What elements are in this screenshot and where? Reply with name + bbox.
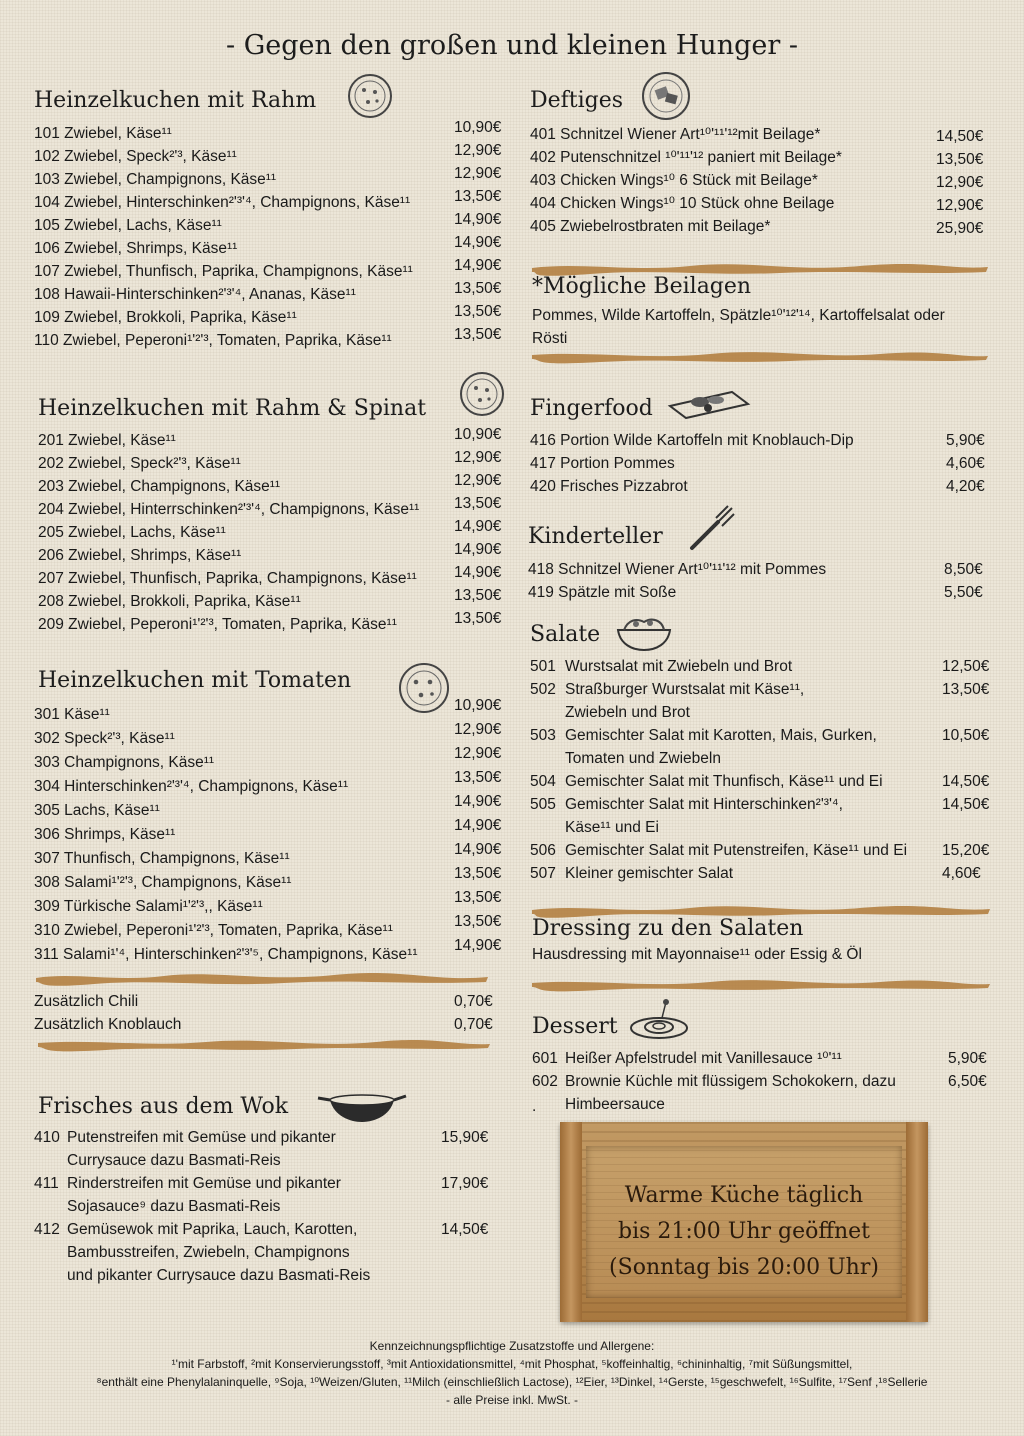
menu-item-number: 504 xyxy=(530,773,556,790)
menu-item-price: 13,50€ xyxy=(454,865,502,882)
menu-item-price: 14,90€ xyxy=(454,518,502,535)
menu-item-price: 12,90€ xyxy=(454,472,502,489)
menu-item-number: 501 xyxy=(530,658,556,675)
menu-item-price: 13,50€ xyxy=(454,495,502,512)
menu-item-text: Tomaten und Zwiebeln xyxy=(565,750,721,767)
menu-item: 405 Zwiebelrostbraten mit Beilage* xyxy=(530,218,771,235)
section-title-tomaten: Heinzelkuchen mit Tomaten xyxy=(38,668,352,693)
menu-item-text: Zwiebeln und Brot xyxy=(565,704,690,721)
menu-item-text: Bambusstreifen, Zwiebeln, Champignons xyxy=(67,1244,350,1261)
menu-item: 108 Hawaii-Hinterschinken²'³'⁴, Ananas, Käse¹¹ xyxy=(34,286,356,303)
menu-item-price: 12,90€ xyxy=(936,197,984,214)
menu-item-text: Currysauce dazu Basmati-Reis xyxy=(67,1152,281,1169)
menu-item-price: 13,50€ xyxy=(454,889,502,906)
price-note: - alle Preise inkl. MwSt. - xyxy=(445,1393,579,1407)
menu-item-price: 13,50€ xyxy=(454,610,502,627)
opening-hours-line-1: Warme Küche täglich xyxy=(624,1183,864,1208)
menu-item-text: Gemischter Salat mit Putenstreifen, Käse¹¹ und Ei xyxy=(565,842,908,859)
board-post-right xyxy=(906,1122,928,1322)
menu-item-price: 10,90€ xyxy=(454,119,502,136)
menu-item-price: 14,50€ xyxy=(942,773,990,790)
allergen-line-1: ¹'mit Farbstoff, ²mit Konservierungsstoff, ³mit Antioxidationsmittel, ⁴mit Phosphat, ⁵koffeinhaltig, ⁶chininhaltig, ⁷mit Süßungsmittel, xyxy=(171,1357,853,1371)
menu-item: 302 Speck²'³, Käse¹¹ xyxy=(34,730,175,747)
menu-item: 306 Shrimps, Käse¹¹ xyxy=(34,826,176,843)
menu-item-price: 14,90€ xyxy=(454,564,502,581)
menu-item-price: 10,50€ xyxy=(942,727,990,744)
menu-item-price: 4,60€ xyxy=(942,865,981,882)
menu-item-price: 13,50€ xyxy=(454,326,502,343)
appetizer-icon xyxy=(666,380,752,422)
menu-item: 301 Käse¹¹ xyxy=(34,706,110,723)
menu-item-text: und pikanter Currysauce dazu Basmati-Reis xyxy=(67,1267,371,1284)
menu-item-price: 10,90€ xyxy=(454,697,502,714)
menu-item-number: 411 xyxy=(34,1175,59,1192)
menu-item-price: 14,90€ xyxy=(454,541,502,558)
menu-item-text: Putenstreifen mit Gemüse und pikanter xyxy=(67,1129,336,1146)
menu-item-number: 412 xyxy=(34,1221,60,1238)
menu-item-price: 25,90€ xyxy=(936,220,984,237)
menu-item-price: 14,50€ xyxy=(441,1221,489,1238)
menu-item: 206 Zwiebel, Shrimps, Käse¹¹ xyxy=(38,547,242,564)
menu-item-price: 14,90€ xyxy=(454,211,502,228)
menu-item-price: 13,50€ xyxy=(936,151,984,168)
menu-item: 308 Salami¹'²'³, Champignons, Käse¹¹ xyxy=(34,874,292,891)
menu-item-price: 5,90€ xyxy=(946,432,985,449)
extra-chili: Zusätzlich Chili xyxy=(34,993,139,1010)
menu-item: 106 Zwiebel, Shrimps, Käse¹¹ xyxy=(34,240,238,257)
menu-item-price: 4,60€ xyxy=(946,455,985,472)
section-title-salate: Salate xyxy=(530,622,601,647)
menu-item: 420 Frisches Pizzabrot xyxy=(530,478,688,495)
menu-item: 309 Türkische Salami¹'²'³,, Käse¹¹ xyxy=(34,898,263,915)
pizza-icon xyxy=(396,660,452,716)
menu-item-price: 15,90€ xyxy=(441,1129,489,1146)
menu-item-number: 502 xyxy=(530,681,556,698)
menu-item-number: 503 xyxy=(530,727,556,744)
menu-item-number: 601 xyxy=(532,1050,558,1067)
menu-item: 103 Zwiebel, Champignons, Käse¹¹ xyxy=(34,171,277,188)
menu-item: 311 Salami¹'⁴, Hinterschinken²'³'⁵, Champignons, Käse¹¹ xyxy=(34,946,418,963)
menu-item-price: 5,90€ xyxy=(948,1050,987,1067)
menu-item-price: 12,90€ xyxy=(454,165,502,182)
menu-item-price: 12,90€ xyxy=(454,745,502,762)
menu-item: 310 Zwiebel, Peperoni¹'²'³, Tomaten, Paprika, Käse¹¹ xyxy=(34,922,393,939)
brush-divider xyxy=(530,260,990,274)
menu-item: 101 Zwiebel, Käse¹¹ xyxy=(34,125,172,142)
menu-item-price: 13,50€ xyxy=(454,587,502,604)
section-title-kinder: Kinderteller xyxy=(528,524,663,549)
menu-item-price: 12,90€ xyxy=(454,721,502,738)
menu-item-price: 8,50€ xyxy=(944,561,983,578)
menu-item-text: Rinderstreifen mit Gemüse und pikanter xyxy=(67,1175,341,1192)
board-panel xyxy=(586,1146,902,1298)
menu-item-price: 13,50€ xyxy=(454,769,502,786)
menu-item-price: 13,50€ xyxy=(454,913,502,930)
menu-item-text: Gemüsewok mit Paprika, Lauch, Karotten, xyxy=(67,1221,358,1238)
section-title-fingerfood: Fingerfood xyxy=(530,396,653,421)
menu-item-price: 13,50€ xyxy=(454,303,502,320)
brush-divider xyxy=(530,902,992,916)
menu-item-text: Käse¹¹ und Ei xyxy=(565,819,659,836)
allergen-line-2: ⁸enthält eine Phenylalaninquelle, ⁹Soja, ¹⁰Weizen/Gluten, ¹¹Milch (einschließlich Lactose), ¹²Eier, ¹³Dinkel, ¹⁴Gerste, ¹⁵geschwefelt, ¹⁶Sulfite, ¹⁷Senf ,¹⁸Sellerie xyxy=(96,1375,928,1389)
menu-item-text: Gemischter Salat mit Thunfisch, Käse¹¹ und Ei xyxy=(565,773,883,790)
wok-icon xyxy=(316,1086,408,1126)
menu-item: 110 Zwiebel, Peperoni¹'²'³, Tomaten, Paprika, Käse¹¹ xyxy=(34,332,392,349)
menu-item-price: 10,90€ xyxy=(454,426,502,443)
menu-item-price: 14,50€ xyxy=(942,796,990,813)
brush-divider xyxy=(530,976,992,990)
menu-item: 201 Zwiebel, Käse¹¹ xyxy=(38,432,176,449)
menu-item: 303 Champignons, Käse¹¹ xyxy=(34,754,215,771)
section-title-spinat: Heinzelkuchen mit Rahm & Spinat xyxy=(38,396,427,421)
menu-item-price: 14,50€ xyxy=(936,128,984,145)
menu-item: 107 Zwiebel, Thunfisch, Paprika, Champignons, Käse¹¹ xyxy=(34,263,413,280)
opening-hours-line-3: (Sonntag bis 20:00 Uhr) xyxy=(609,1255,879,1280)
menu-item-price: 14,90€ xyxy=(454,841,502,858)
menu-item: 401 Schnitzel Wiener Art¹⁰'¹¹'¹²mit Beilage* xyxy=(530,126,821,143)
brush-divider xyxy=(36,1036,492,1050)
plate-icon xyxy=(640,70,692,122)
menu-item: 307 Thunfisch, Champignons, Käse¹¹ xyxy=(34,850,290,867)
menu-item-price: 13,50€ xyxy=(454,280,502,297)
section-title-beilagen: *Mögliche Beilagen xyxy=(532,274,752,299)
menu-item-text: Gemischter Salat mit Hinterschinken²'³'⁴, xyxy=(565,796,843,813)
allergen-heading: Kennzeichnungspflichtige Zusatzstoffe und Allergene: xyxy=(369,1339,655,1353)
menu-item: 203 Zwiebel, Champignons, Käse¹¹ xyxy=(38,478,281,495)
extra-knoblauch-price: 0,70€ xyxy=(454,1016,493,1033)
menu-item-number: 507 xyxy=(530,865,556,882)
menu-item-price: 12,90€ xyxy=(454,449,502,466)
menu-item: 416 Portion Wilde Kartoffeln mit Knoblauch-Dip xyxy=(530,432,854,449)
menu-item: 402 Putenschnitzel ¹⁰'¹¹'¹² paniert mit Beilage* xyxy=(530,149,842,166)
menu-item-price: 12,90€ xyxy=(936,174,984,191)
menu-item-text: Brownie Küchle mit flüssigem Schokokern, dazu xyxy=(565,1073,896,1090)
opening-hours-board xyxy=(560,1122,928,1322)
menu-item-price: 14,90€ xyxy=(454,793,502,810)
menu-item-price: 14,90€ xyxy=(454,817,502,834)
menu-item: 304 Hinterschinken²'³'⁴, Champignons, Käse¹¹ xyxy=(34,778,349,795)
menu-item-price: 12,90€ xyxy=(454,142,502,159)
menu-item: 202 Zwiebel, Speck²'³, Käse¹¹ xyxy=(38,455,241,472)
menu-item: 102 Zwiebel, Speck²'³, Käse¹¹ xyxy=(34,148,237,165)
menu-item-price: 17,90€ xyxy=(441,1175,489,1192)
menu-item: 208 Zwiebel, Brokkoli, Paprika, Käse¹¹ xyxy=(38,593,301,610)
pizza-icon xyxy=(346,72,394,120)
menu-item-text: Sojasauce⁹ dazu Basmati-Reis xyxy=(67,1198,281,1215)
section-title-dressing: Dressing zu den Salaten xyxy=(532,916,804,941)
dressing-text: Hausdressing mit Mayonnaise¹¹ oder Essig & Öl xyxy=(532,946,862,963)
brush-divider xyxy=(530,348,990,362)
section-title-dessert: Dessert xyxy=(532,1014,618,1039)
pizza-icon xyxy=(458,370,506,418)
menu-item-number: 505 xyxy=(530,796,556,813)
beilagen-line-1: Pommes, Wilde Kartoffeln, Spätzle¹⁰'¹²'¹⁴, Kartoffelsalat oder xyxy=(532,307,945,324)
menu-item-price: 13,50€ xyxy=(454,188,502,205)
menu-item-text: Gemischter Salat mit Karotten, Mais, Gurken, xyxy=(565,727,877,744)
dessert-icon xyxy=(626,996,692,1042)
brush-divider xyxy=(34,970,490,984)
page-title: - Gegen den großen und kleinen Hunger - xyxy=(226,30,798,61)
section-title-rahm: Heinzelkuchen mit Rahm xyxy=(34,88,317,113)
menu-item-price: 14,90€ xyxy=(454,257,502,274)
menu-item-price: 14,90€ xyxy=(454,234,502,251)
menu-item-number: 410 xyxy=(34,1129,60,1146)
extra-chili-price: 0,70€ xyxy=(454,993,493,1010)
menu-item-number: 602 xyxy=(532,1073,558,1090)
menu-item-price: 15,20€ xyxy=(942,842,990,859)
menu-item-price: 12,50€ xyxy=(942,658,990,675)
menu-item: 305 Lachs, Käse¹¹ xyxy=(34,802,160,819)
stray-mark: . xyxy=(532,1098,537,1115)
fork-icon xyxy=(686,502,738,554)
menu-item: 207 Zwiebel, Thunfisch, Paprika, Champignons, Käse¹¹ xyxy=(38,570,417,587)
opening-hours-text xyxy=(586,1178,902,1286)
menu-item: 104 Zwiebel, Hinterschinken²'³'⁴, Champignons, Käse¹¹ xyxy=(34,194,411,211)
menu-item-price: 13,50€ xyxy=(942,681,990,698)
menu-item-price: 4,20€ xyxy=(946,478,985,495)
beilagen-line-2: Rösti xyxy=(532,330,568,347)
menu-item: 417 Portion Pommes xyxy=(530,455,675,472)
menu-item: 205 Zwiebel, Lachs, Käse¹¹ xyxy=(38,524,226,541)
extra-knoblauch: Zusätzlich Knoblauch xyxy=(34,1016,182,1033)
menu-item: 204 Zwiebel, Hinterrschinken²'³'⁴, Champignons, Käse¹¹ xyxy=(38,501,420,518)
menu-item: 209 Zwiebel, Peperoni¹'²'³, Tomaten, Paprika, Käse¹¹ xyxy=(38,616,397,633)
menu-item-price: 14,90€ xyxy=(454,937,502,954)
menu-item-text: Himbeersauce xyxy=(565,1096,665,1113)
menu-item-text: Kleiner gemischter Salat xyxy=(565,865,733,882)
opening-hours-line-2: bis 21:00 Uhr geöffnet xyxy=(617,1219,871,1244)
section-title-deftiges: Deftiges xyxy=(530,88,624,113)
section-title-wok: Frisches aus dem Wok xyxy=(38,1094,289,1119)
menu-item: 404 Chicken Wings¹⁰ 10 Stück ohne Beilage xyxy=(530,195,835,212)
menu-item: 418 Schnitzel Wiener Art¹⁰'¹¹'¹² mit Pommes xyxy=(528,561,827,578)
menu-item-price: 6,50€ xyxy=(948,1073,987,1090)
menu-item-text: Heißer Apfelstrudel mit Vanillesauce ¹⁰'¹¹ xyxy=(565,1050,842,1067)
menu-item: 105 Zwiebel, Lachs, Käse¹¹ xyxy=(34,217,222,234)
menu-item-number: 506 xyxy=(530,842,556,859)
menu-item-price: 5,50€ xyxy=(944,584,983,601)
menu-item: 403 Chicken Wings¹⁰ 6 Stück mit Beilage* xyxy=(530,172,818,189)
menu-item: 109 Zwiebel, Brokkoli, Paprika, Käse¹¹ xyxy=(34,309,297,326)
board-post-left xyxy=(560,1122,582,1322)
menu-item: 419 Spätzle mit Soße xyxy=(528,584,677,601)
menu-item-text: Wurstsalat mit Zwiebeln und Brot xyxy=(565,658,793,675)
menu-item-text: Straßburger Wurstsalat mit Käse¹¹, xyxy=(565,681,805,698)
salad-bowl-icon xyxy=(614,612,674,652)
